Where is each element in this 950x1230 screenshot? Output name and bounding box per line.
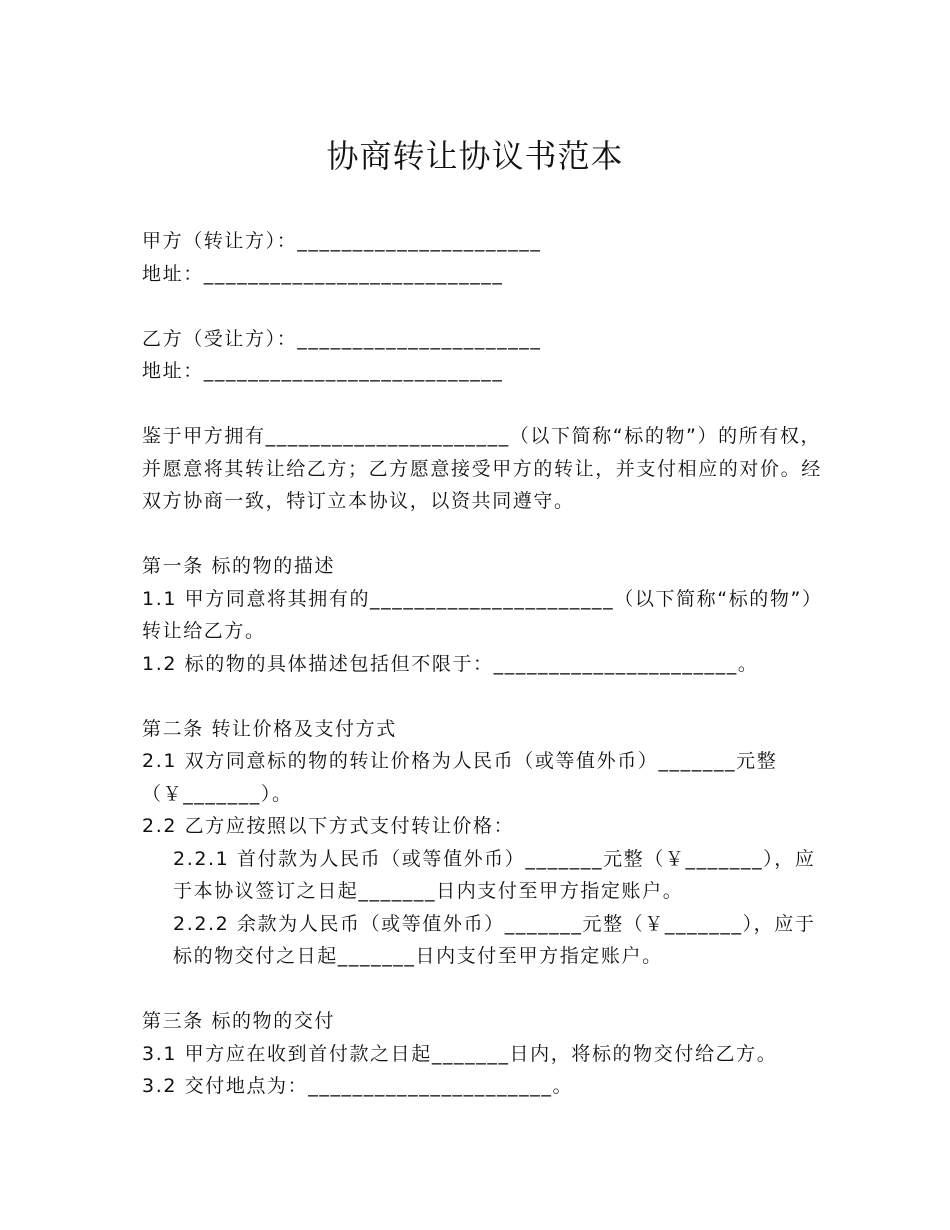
article-2-heading: 第二条 转让价格及支付方式	[142, 717, 397, 740]
preamble-paragraph: 鉴于甲方拥有______________________（以下简称“标的物”）的所有权，并愿意将其转让给乙方；乙方愿意接受甲方的转让，并支付相应的对价。经双方协商一致，特订立本协议，以资共同遵守。	[142, 425, 822, 512]
clause-3-1: 3.1 甲方应在收到首付款之日起_______日内，将标的物交付给乙方。	[142, 1042, 778, 1065]
clause-1-1: 1.1 甲方同意将其拥有的______________________（以下简称“标的物”）转让给乙方。	[142, 587, 814, 642]
clause-2-2: 2.2 乙方应按照以下方式支付转让价格：	[142, 815, 515, 837]
party-b-label: 乙方（受让方）：______________________	[142, 327, 542, 350]
document-body	[142, 225, 822, 1103]
spacer	[142, 680, 822, 713]
clause-1-2: 1.2 标的物的具体描述包括但不限于：______________________。	[142, 652, 759, 675]
clause-3-2: 3.2 交付地点为：______________________。	[142, 1075, 574, 1097]
article-3-heading: 第三条 标的物的交付	[142, 1010, 336, 1032]
clause-2-2-1: 2.2.1 首付款为人民币（或等值外币）_______元整（￥_______），应于本协议签订之日起_______日内支付至甲方指定账户。	[173, 847, 816, 902]
document-title: 协商转让协议书范本	[326, 137, 624, 175]
spacer	[142, 290, 822, 323]
article-1-heading: 第一条 标的物的描述	[142, 555, 336, 577]
clause-2-1: 2.1 双方同意标的物的转让价格为人民币（或等值外币）_______元整（￥_______）。	[142, 750, 778, 805]
party-b-address: 地址：___________________________	[142, 360, 504, 382]
spacer	[142, 388, 822, 421]
party-a-label: 甲方（转让方）：______________________	[142, 230, 542, 252]
spacer	[142, 973, 822, 1006]
party-a-address: 地址：___________________________	[142, 262, 504, 285]
clause-2-2-2: 2.2.2 余款为人民币（或等值外币）_______元整（￥_______），应于标的物交付之日起_______日内支付至甲方指定账户。	[173, 912, 816, 967]
spacer	[142, 518, 822, 551]
